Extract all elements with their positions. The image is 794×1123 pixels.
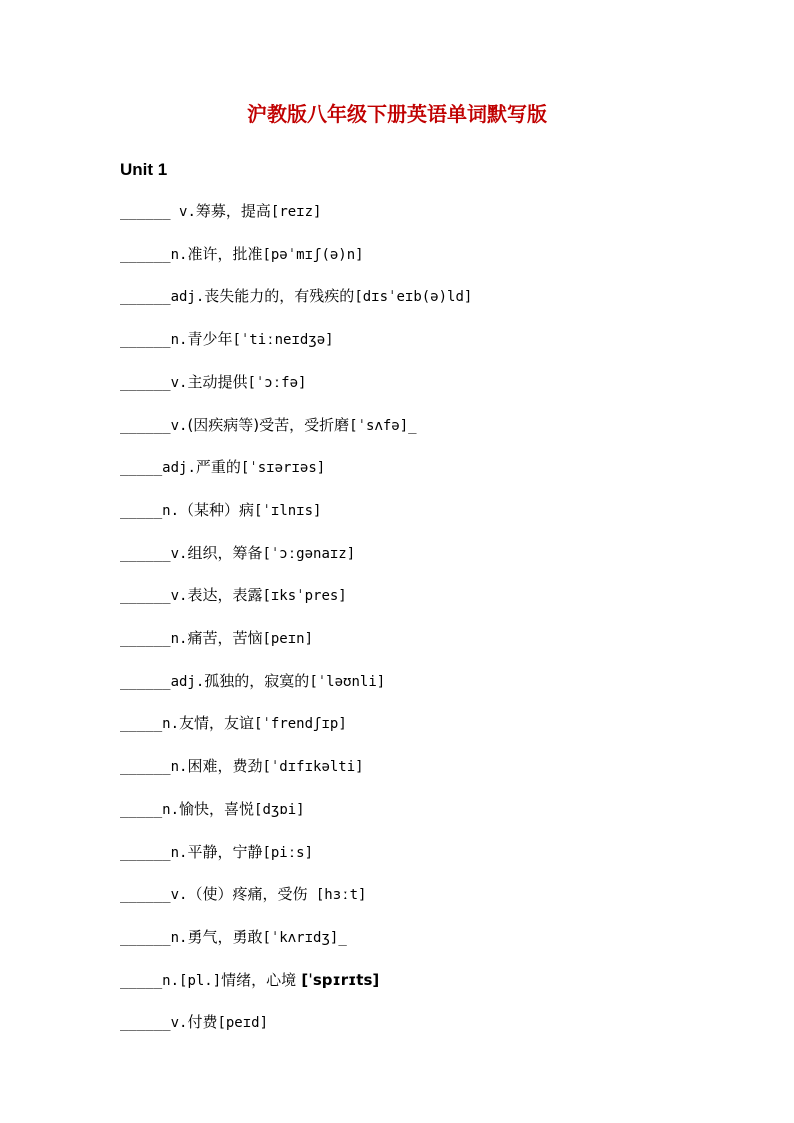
part-of-speech: adj.	[170, 289, 205, 306]
phonetic-transcription: [reɪz]	[270, 204, 322, 220]
answer-blank: ______	[120, 417, 171, 434]
part-of-speech: adj.	[162, 460, 196, 477]
word-row	[120, 490, 754, 533]
word-row	[120, 1002, 754, 1045]
answer-blank: ______	[120, 631, 171, 648]
phonetic-transcription: [peɪn]	[262, 631, 314, 648]
part-of-speech: n.	[170, 844, 188, 861]
chinese-definition: 愉快，喜悦	[179, 799, 255, 818]
phonetic-transcription: [dʒɒi]	[254, 801, 305, 818]
chinese-definition: 付费	[187, 1013, 218, 1032]
phonetic-transcription: [ˈɪlnɪs]	[254, 502, 322, 519]
answer-blank: ______	[120, 929, 171, 946]
word-row	[120, 234, 754, 277]
phonetic-transcription: [ˈkʌrɪdʒ]	[262, 929, 339, 946]
word-row	[120, 703, 754, 746]
phonetic-transcription: [ˈɔːfə]	[247, 374, 307, 391]
answer-blank: ______	[120, 588, 171, 605]
phonetic-transcription: [ˈsɪərɪəs]	[240, 460, 326, 477]
answer-blank: ______	[120, 844, 171, 861]
part-of-speech: v.	[179, 204, 196, 220]
part-of-speech: n.	[162, 716, 180, 733]
chinese-definition: 困难，费劲	[187, 757, 263, 776]
part-of-speech: v.	[170, 588, 188, 605]
phonetic-transcription: [ˈspɪrɪts]	[296, 970, 380, 989]
phonetic-transcription: [hɜːt]	[307, 887, 367, 904]
part-of-speech: n.	[170, 332, 188, 349]
chinese-definition: （使）疼痛，受伤	[187, 885, 308, 904]
word-row	[120, 575, 754, 618]
answer-blank: _____	[120, 801, 163, 818]
phonetic-transcription: [dɪsˈeɪb(ə)ld]	[354, 289, 473, 306]
part-of-speech: n.	[162, 502, 180, 519]
unit-heading: Unit 1	[120, 160, 168, 179]
part-of-speech: v.	[170, 374, 188, 391]
word-row	[120, 874, 754, 917]
chinese-definition: 痛苦，苦恼	[187, 629, 263, 648]
answer-blank: ______	[120, 374, 171, 391]
phonetic-transcription: [ˈfrendʃɪp]	[254, 716, 347, 733]
part-of-speech: v.	[170, 417, 188, 434]
part-of-speech: n.	[170, 759, 188, 776]
phonetic-transcription: [ˈtiːneɪdʒə]	[232, 332, 334, 349]
chinese-definition: 筹募，提高	[195, 202, 271, 220]
trailing-underscore: _	[338, 929, 347, 946]
word-row	[120, 832, 754, 875]
word-row	[120, 618, 754, 661]
chinese-definition: 丧失能力的，有残疾的	[204, 287, 355, 306]
chinese-definition: 严重的	[195, 458, 241, 477]
chinese-definition: 友情，友谊	[179, 714, 255, 733]
chinese-definition: （某种）病	[179, 500, 255, 519]
answer-blank: _____	[120, 460, 163, 477]
part-of-speech: n.	[170, 631, 188, 648]
part-of-speech: n.	[170, 246, 188, 263]
trailing-underscore: _	[408, 417, 417, 434]
chinese-definition: 主动提供	[187, 372, 248, 391]
part-of-speech: v.	[170, 545, 188, 562]
chinese-definition: (因疾病等)受苦，受折磨	[187, 415, 350, 434]
phonetic-transcription: [piːs]	[262, 844, 314, 861]
part-of-speech: n.	[162, 801, 180, 818]
chinese-definition: 组织，筹备	[187, 543, 263, 562]
phonetic-transcription: [ˈləʊnli]	[309, 673, 386, 690]
answer-blank: ______	[120, 289, 171, 306]
answer-blank: ______	[120, 246, 171, 263]
answer-blank: _____	[120, 716, 163, 733]
chinese-definition: 青少年	[187, 330, 233, 349]
chinese-definition: 孤独的，寂寞的	[204, 671, 310, 690]
chinese-definition: 准许，批准	[187, 244, 263, 263]
answer-blank: _____	[120, 502, 163, 519]
chinese-definition: 平静，宁静	[187, 842, 263, 861]
word-row	[120, 319, 754, 362]
word-list	[120, 191, 754, 1045]
part-of-speech: n.	[162, 972, 180, 989]
part-of-speech: v.	[170, 887, 188, 904]
word-row	[120, 276, 754, 319]
phonetic-transcription: [ˈdɪfɪkəlti]	[262, 759, 364, 776]
chinese-definition: 情绪，心境	[221, 970, 297, 989]
part-of-speech: n.	[170, 929, 188, 946]
phonetic-transcription: [ɪksˈpres]	[262, 588, 347, 605]
answer-blank: ______	[120, 759, 171, 776]
answer-blank: ______	[120, 1015, 171, 1032]
word-row	[120, 960, 754, 1003]
word-row	[120, 191, 754, 234]
answer-blank: ______	[120, 204, 180, 220]
phonetic-transcription: [ˈɔːgənaɪz]	[262, 545, 356, 562]
phonetic-transcription: [peɪd]	[217, 1015, 269, 1032]
word-row	[120, 661, 754, 704]
answer-blank: ______	[120, 887, 171, 904]
word-row	[120, 533, 754, 576]
word-row	[120, 405, 754, 448]
chinese-definition: 勇气，勇敢	[187, 927, 263, 946]
word-row	[120, 447, 754, 490]
word-row	[120, 746, 754, 789]
chinese-definition: 表达，表露	[187, 586, 263, 605]
phonetic-transcription: [pəˈmɪʃ(ə)n]	[262, 246, 364, 263]
plural-marker: [pl.]	[179, 972, 222, 989]
answer-blank: ______	[120, 545, 171, 562]
word-row	[120, 789, 754, 832]
answer-blank: _____	[120, 972, 163, 989]
answer-blank: ______	[120, 673, 171, 690]
part-of-speech: adj.	[170, 673, 205, 690]
phonetic-transcription: [ˈsʌfə]	[349, 417, 409, 434]
document-title: 沪教版八年级下册英语单词默写版	[247, 102, 547, 126]
part-of-speech: v.	[170, 1015, 188, 1032]
word-row	[120, 917, 754, 960]
answer-blank: ______	[120, 332, 171, 349]
word-row	[120, 362, 754, 405]
